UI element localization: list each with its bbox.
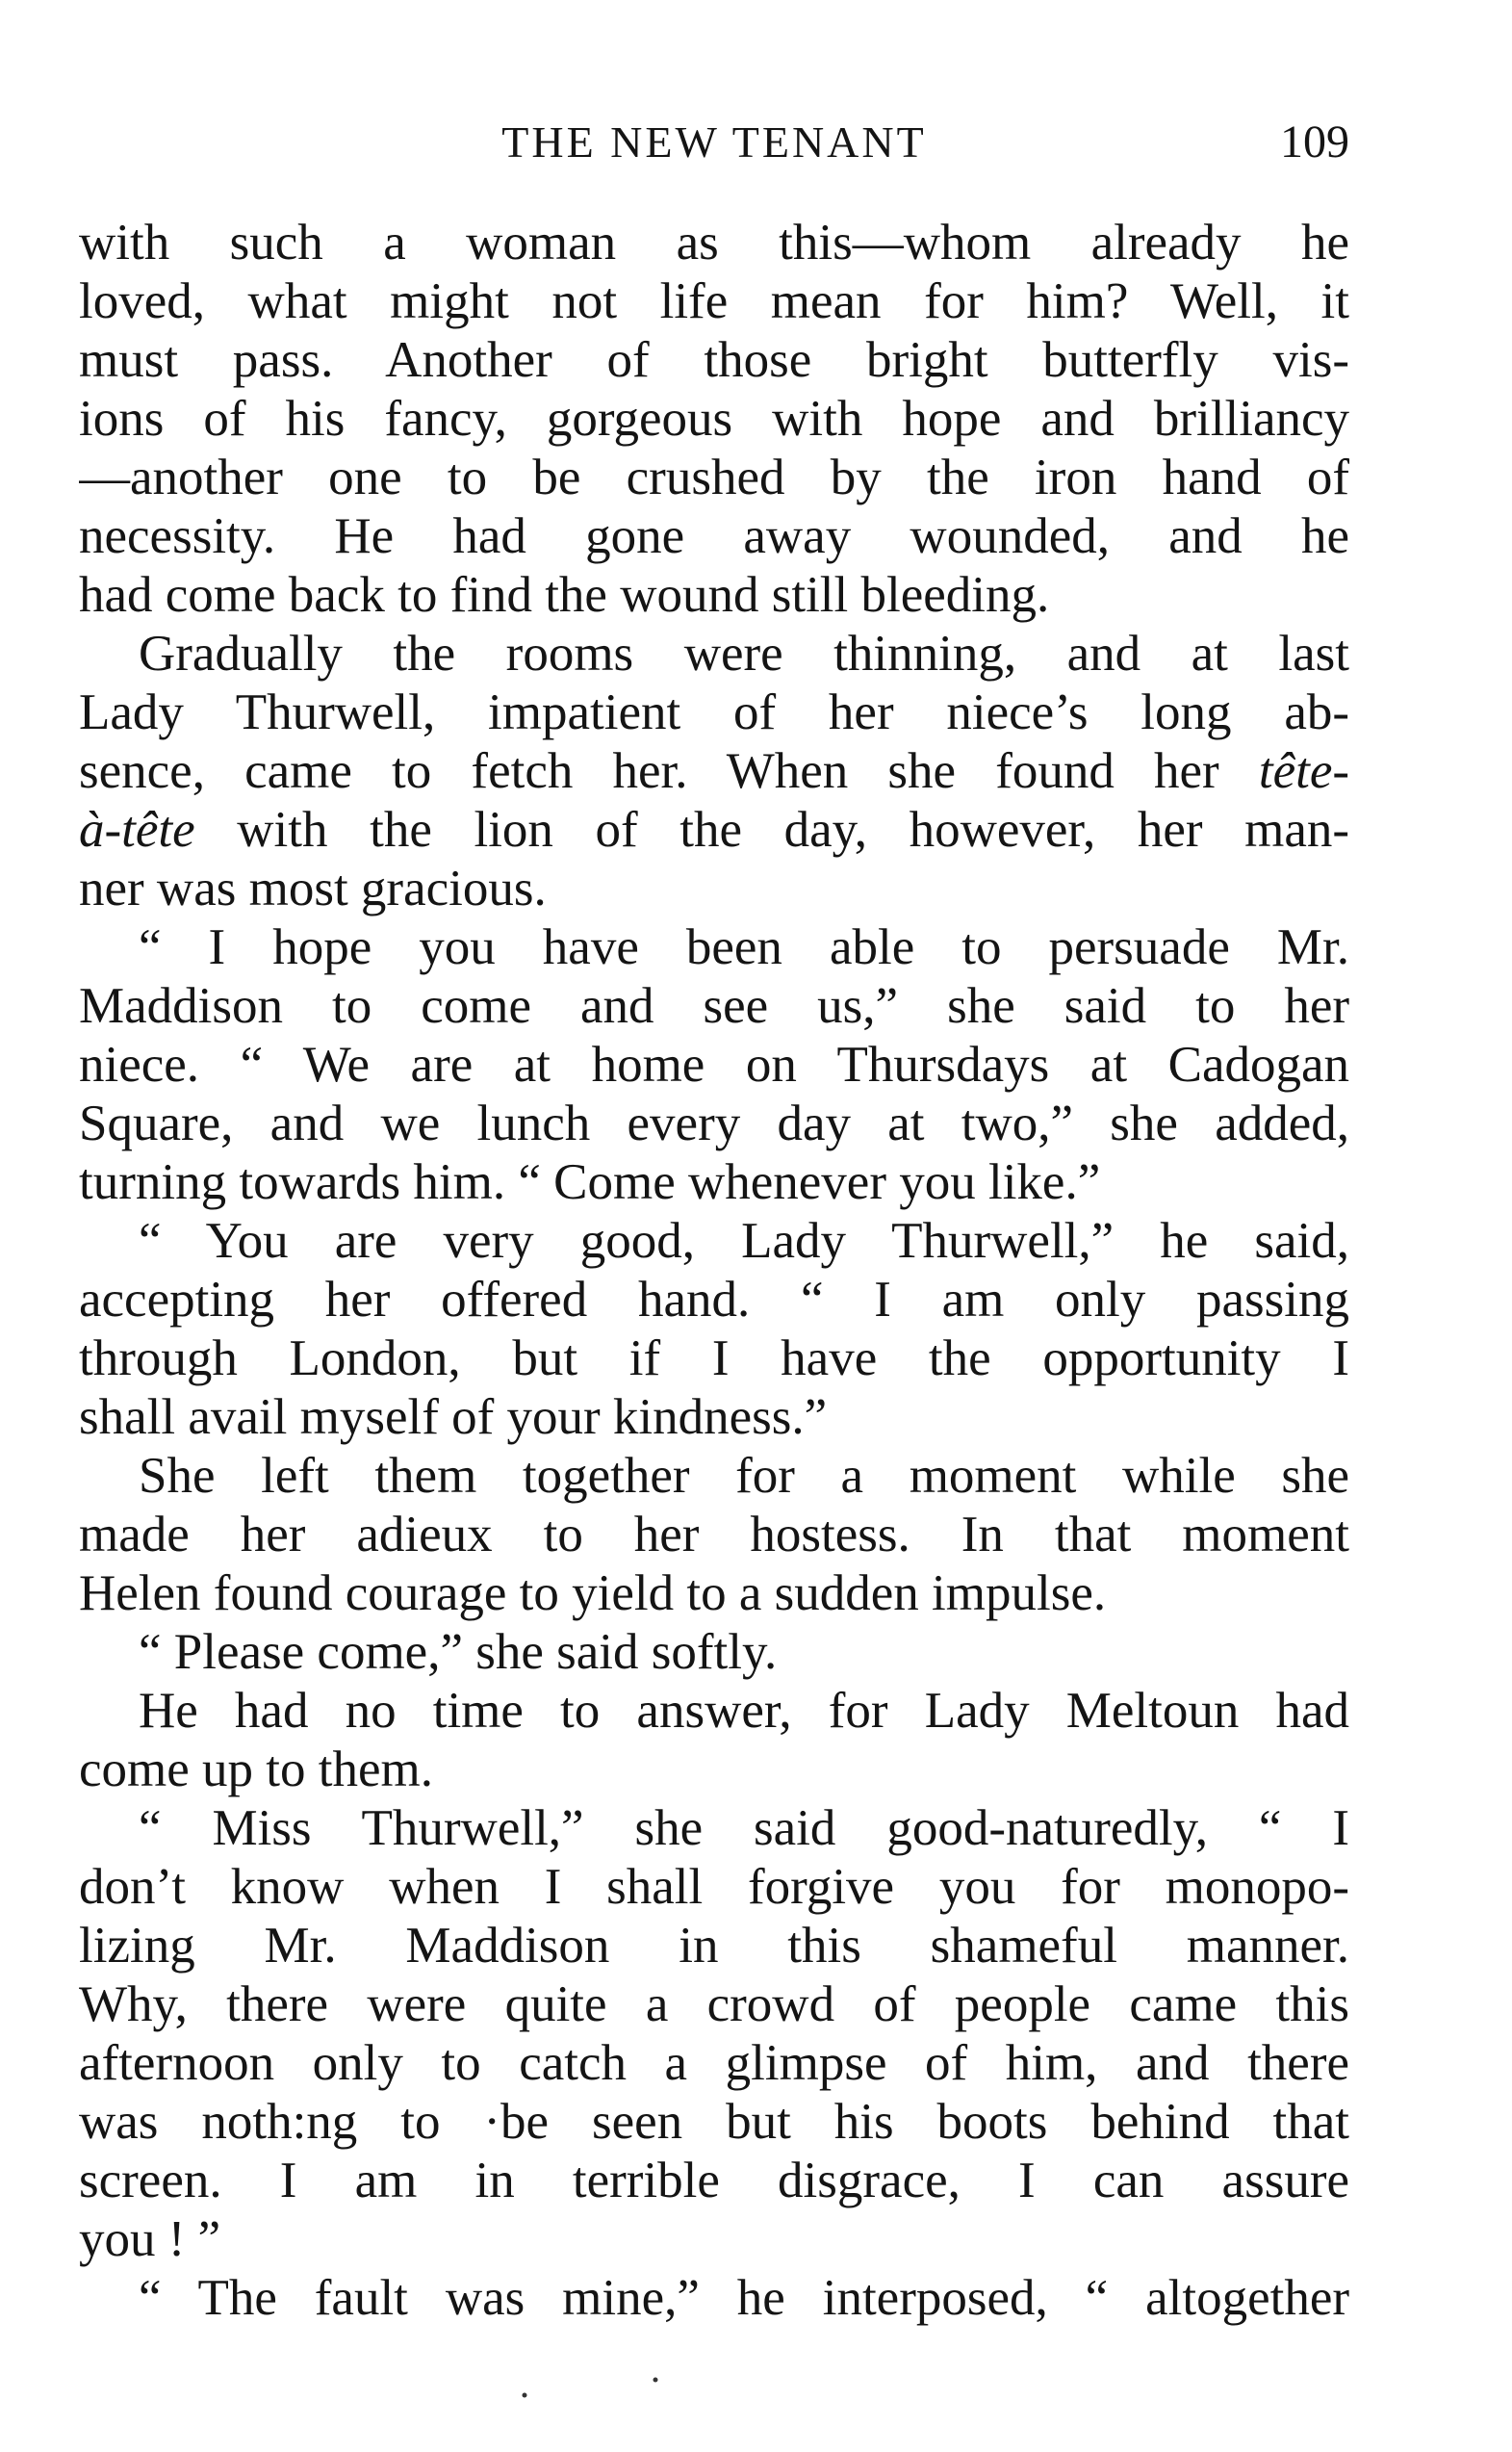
- text-line: through London, but if I have the opportunity I: [79, 1330, 1349, 1386]
- text-line: loved, what might not life mean for him? Well, it: [79, 273, 1349, 329]
- text-line: Maddison to come and see us,” she said to her: [79, 978, 1349, 1034]
- text-line: She left them together for a moment while she: [139, 1448, 1349, 1504]
- text-line: Square, and we lunch every day at two,” she added,: [79, 1096, 1349, 1151]
- text-line: ner was most gracious.: [79, 861, 547, 916]
- text-line: Helen found courage to yield to a sudden impulse.: [79, 1565, 1107, 1621]
- text-line: necessity. He had gone away wounded, and he: [79, 508, 1349, 564]
- text-line: accepting her offered hand. “ I am only passing: [79, 1272, 1349, 1328]
- text-line: “ You are very good, Lady Thurwell,” he said,: [139, 1213, 1349, 1269]
- text-line: —another one to be crushed by the iron hand of: [79, 450, 1349, 505]
- text-line: shall avail myself of your kindness.”: [79, 1389, 828, 1445]
- text-line: “ Miss Thurwell,” she said good-naturedly, “ I: [139, 1800, 1349, 1856]
- text-line: lizing Mr. Maddison in this shameful manner.: [79, 1918, 1349, 1974]
- text-line: must pass. Another of those bright butterfly vis-: [79, 332, 1349, 388]
- text-line: Gradually the rooms were thinning, and at last: [139, 626, 1349, 682]
- text-line: had come back to find the wound still bleeding.: [79, 567, 1050, 623]
- text-line: niece. “ We are at home on Thursdays at Cadogan: [79, 1037, 1349, 1093]
- text-line: afternoon only to catch a glimpse of him, and there: [79, 2035, 1349, 2091]
- text-line: you ! ”: [79, 2211, 221, 2267]
- page-number: 109: [1280, 116, 1349, 168]
- text-line: “ Please come,” she said softly.: [139, 1624, 778, 1680]
- text-line: ions of his fancy, gorgeous with hope and brilliancy: [79, 391, 1349, 447]
- text-line: “ I hope you have been able to persuade Mr.: [139, 919, 1349, 975]
- text-run: sence, came to fetch her. When she found her: [79, 743, 1259, 799]
- text-run: with the lion of the day, however, her man-: [194, 802, 1349, 858]
- text-line: Lady Thurwell, impatient of her niece’s long ab-: [79, 684, 1349, 740]
- ink-speck: [653, 2378, 658, 2383]
- italic-text: à-tête: [79, 802, 195, 858]
- text-line: was noth:ng to ·be seen but his boots behind that: [79, 2094, 1349, 2150]
- italic-text: tête-: [1258, 743, 1349, 799]
- text-line: made her adieux to her hostess. In that moment: [79, 1507, 1349, 1562]
- text-line: with such a woman as this—whom already he: [79, 215, 1349, 271]
- text-line: “ The fault was mine,” he interposed, “ altogether: [139, 2270, 1349, 2326]
- ink-speck: [523, 2393, 527, 2398]
- text-line: He had no time to answer, for Lady Meltoun had: [139, 1683, 1349, 1739]
- text-line: screen. I am in terrible disgrace, I can assure: [79, 2153, 1349, 2208]
- text-line: come up to them.: [79, 1742, 433, 1797]
- text-line: Why, there were quite a crowd of people came this: [79, 1976, 1349, 2032]
- text-line: turning towards him. “ Come whenever you like.”: [79, 1154, 1101, 1210]
- running-title: THE NEW TENANT: [501, 117, 927, 167]
- text-line: don’t know when I shall forgive you for monopo-: [79, 1859, 1349, 1915]
